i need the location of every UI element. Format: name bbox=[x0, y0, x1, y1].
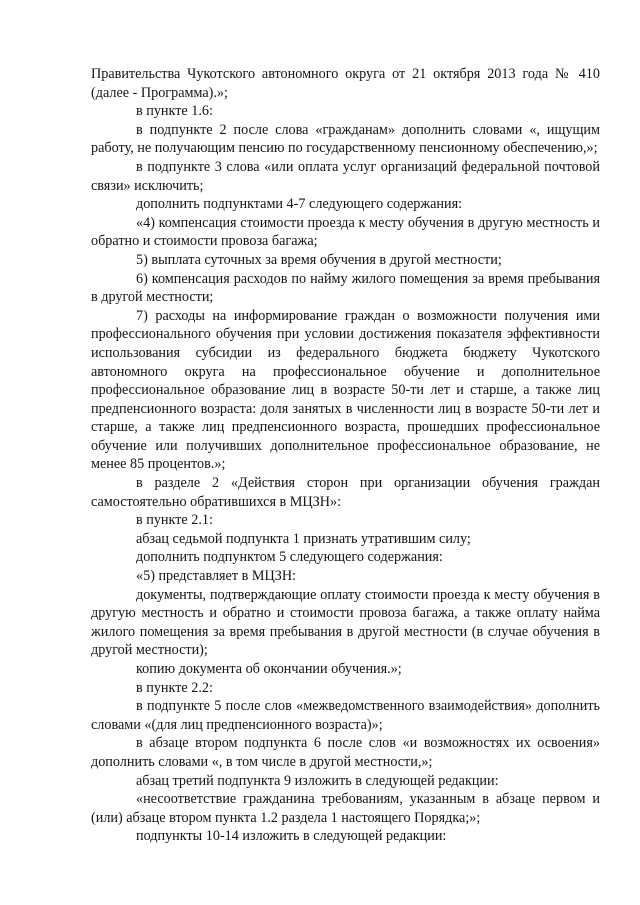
paragraph-8: 6) компенсация расходов по найму жилого помещения за время пребывания в другой местности; bbox=[91, 270, 600, 306]
paragraph-10: в разделе 2 «Действия сторон при организации обучения граждан самостоятельно обратившихся в МЦЗН»: bbox=[91, 475, 600, 510]
paragraph-3: в подпункте 2 после слова «гражданам» дополнить словами «, ищущим работу, не получающим пенсию по государственному пенсионному обеспечению,»; bbox=[91, 121, 600, 157]
paragraph-21: «несоответствие гражданина требованиям, указанным в абзаце первом и (или) абзаце втором пункта 1.2 раздела 1 настоящего Порядка;»; bbox=[91, 791, 600, 826]
document-body bbox=[91, 65, 600, 846]
paragraph-1: Правительства Чукотского автономного округа от 21 октября 2013 года № 410 (далее - Программа).»; bbox=[91, 66, 600, 101]
paragraph-16: копию документа об окончании обучения.»; bbox=[136, 661, 402, 677]
paragraph-12: абзац седьмой подпункта 1 признать утратившим силу; bbox=[136, 530, 471, 547]
paragraph-22: подпункты 10-14 изложить в следующей редакции: bbox=[136, 828, 447, 845]
paragraph-15: документы, подтверждающие оплату стоимости проезда к месту обучения в другую местность и обратно и стоимости провоза багажа, а также оплату найма жилого помещения за время пребывания в другой местности (в случае обучения в другой местности); bbox=[91, 586, 600, 659]
paragraph-11: в пункте 2.1: bbox=[136, 512, 213, 529]
paragraph-17: в пункте 2.2: bbox=[136, 679, 213, 696]
paragraph-20: абзац третий подпункта 9 изложить в следующей редакции: bbox=[136, 772, 499, 789]
paragraph-19: в абзаце втором подпункта 6 после слов «и возможностях их освоения» дополнить словами «, в том числе в другой местности,»; bbox=[91, 735, 600, 770]
paragraph-6: «4) компенсация стоимости проезда к месту обучения в другую местность и обратно и стоимости провоза багажа; bbox=[91, 214, 600, 250]
paragraph-5: дополнить подпунктами 4-7 следующего содержания: bbox=[136, 196, 463, 213]
paragraph-18: в подпункте 5 после слов «межведомственного взаимодействия» дополнить словами «(для лиц предпенсионного возраста)»; bbox=[91, 698, 600, 733]
paragraph-7: 5) выплата суточных за время обучения в другой местности; bbox=[136, 251, 502, 268]
paragraph-2: в пункте 1.6: bbox=[136, 103, 213, 120]
paragraph-4: в подпункте 3 слова «или оплата услуг организаций федеральной почтовой связи» исключить; bbox=[91, 158, 600, 194]
paragraph-9: 7) расходы на информирование граждан о возможности получения ими профессионального обучения при условии достижения показателя эффективности использования субсидии из федерального бюджета бюджету Чукотского автономного округа на профессиональное обучение и дополнительное профессиональное образование лиц в возрасте 50-ти лет и старше, а также лиц предпенсионного возраста: доля занятых в численности лиц в возрасте 50-ти лет и старше, а также лиц предпенсионного возраста, прошедших профессиональное обучение или получивших дополнительное профессиональное образование, не менее 85 процентов.»; bbox=[91, 307, 600, 473]
paragraph-14: «5) представляет в МЦЗН: bbox=[136, 568, 297, 585]
paragraph-13: дополнить подпунктом 5 следующего содержания: bbox=[136, 549, 443, 566]
